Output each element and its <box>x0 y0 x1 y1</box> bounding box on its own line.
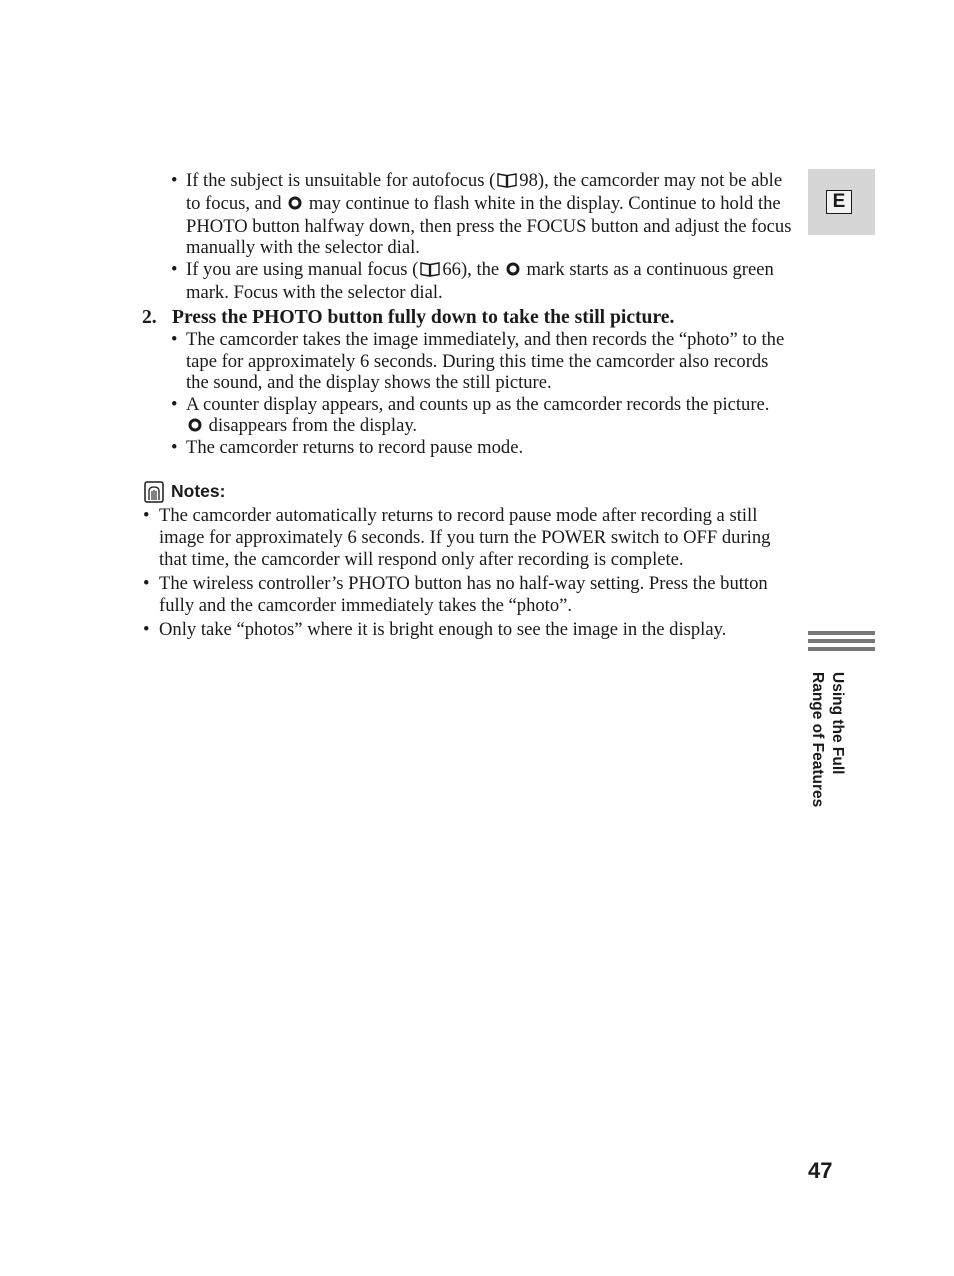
book-icon <box>420 261 440 282</box>
list-item: • A counter display appears, and counts up as the camcorder records the picture. disappears from the display. <box>140 394 792 438</box>
list-item: • The camcorder returns to record pause mode. <box>140 437 792 458</box>
focus-mark-icon <box>506 260 520 281</box>
list-item: • If you are using manual focus ( 66), the mark starts as a continuous green mark. Focus with the selector dial. <box>140 259 792 304</box>
list-item: • The camcorder takes the image immediately, and then records the “photo” to the tape for approximately 6 seconds. During this time the camcorder also records the sound, and the display shows the still picture. <box>140 329 792 393</box>
notes-list <box>140 505 792 641</box>
step-2-bullets <box>140 329 792 458</box>
step-text: Press the PHOTO button fully down to take the still picture. <box>172 307 675 329</box>
step-2-heading <box>140 306 792 329</box>
autofocus-bullets <box>140 170 792 303</box>
notes-icon <box>144 481 164 503</box>
language-tab <box>808 169 875 235</box>
list-item: • The wireless controller’s PHOTO button has no half-way setting. Press the button fully and the camcorder immediately takes the “photo”. <box>140 573 792 617</box>
section-stripes <box>808 631 875 661</box>
list-item: • If the subject is unsuitable for autofocus ( 98), the camcorder may not be able to focus, and may continue to flash white in the display. Continue to hold the PHOTO button halfway down, then press the FOCUS button and adjust the focus manually with the selector dial. <box>140 170 792 259</box>
notes-heading <box>140 479 792 505</box>
page-content <box>140 170 792 643</box>
step-number: 2. <box>142 307 157 329</box>
focus-mark-icon <box>188 416 202 437</box>
notes-title: Notes: <box>171 481 226 502</box>
language-label: E <box>826 190 852 214</box>
page-number: 47 <box>808 1158 833 1183</box>
book-icon <box>497 172 517 193</box>
list-item: • Only take “photos” where it is bright enough to see the image in the display. <box>140 619 792 641</box>
list-item: • The camcorder automatically returns to record pause mode after recording a still image for approximately 6 seconds. If you turn the POWER switch to OFF during that time, the camcorder will respond only after recording is complete. <box>140 505 792 572</box>
focus-mark-icon <box>288 194 302 215</box>
section-title: Using the Full Range of Features <box>809 672 846 808</box>
